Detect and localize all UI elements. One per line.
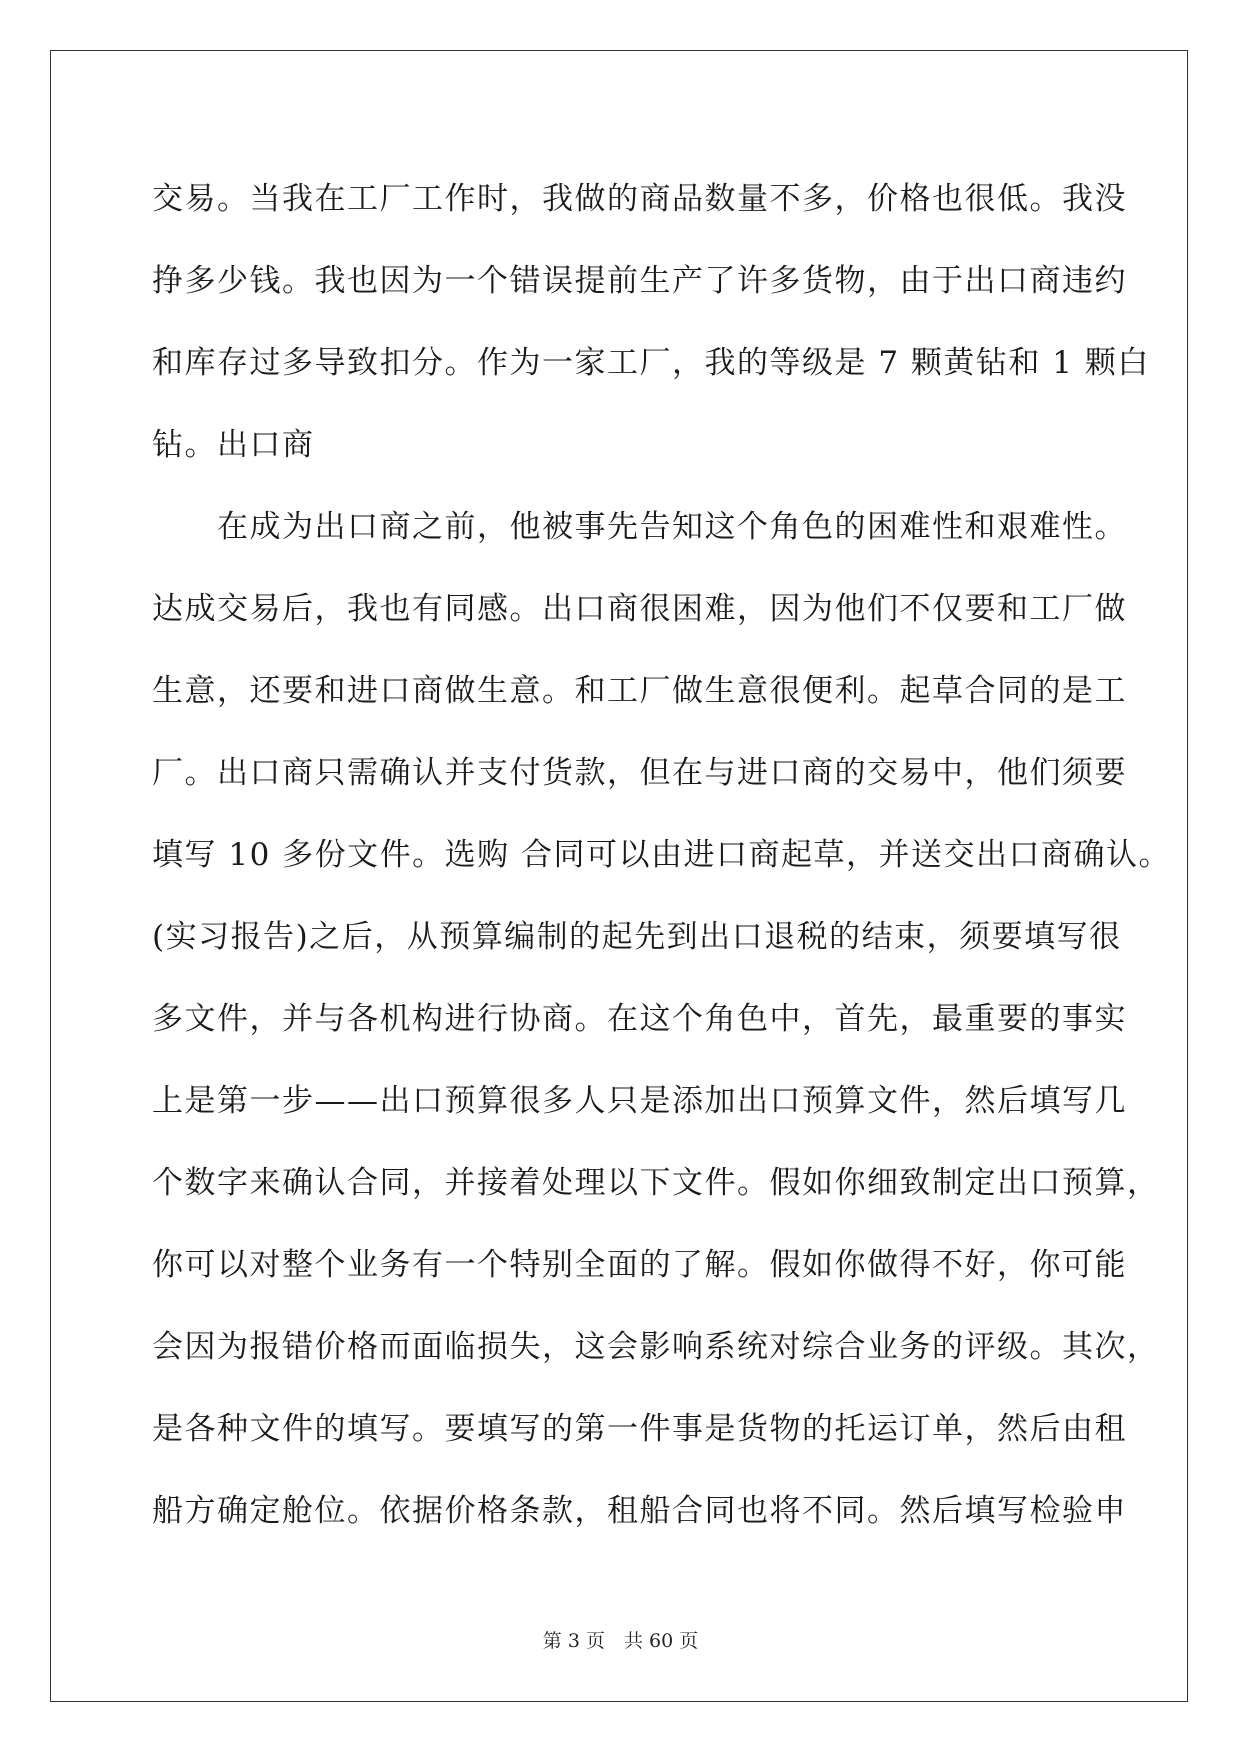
text-line: 填写 10 多份文件。选购 合同可以由进口商起草，并送交出口商确认。 [152, 837, 1172, 873]
text-line: 交易。当我在工厂工作时，我做的商品数量不多，价格也很低。我没 [152, 181, 1127, 217]
text-line: 生意，还要和进口商做生意。和工厂做生意很便利。起草合同的是工 [152, 673, 1127, 709]
text-line: 会因为报错价格而面临损失，这会影响系统对综合业务的评级。其次， [152, 1329, 1160, 1365]
text-line: 挣多少钱。我也因为一个错误提前生产了许多货物，由于出口商违约 [152, 263, 1127, 299]
document-body [152, 158, 1172, 1552]
text-line: 在成为出口商之前，他被事先告知这个角色的困难性和艰难性。 [152, 509, 1127, 545]
text-line: 船方确定舱位。依据价格条款，租船合同也将不同。然后填写检验申 [152, 1493, 1127, 1529]
text-line: 厂。出口商只需确认并支付货款，但在与进口商的交易中，他们须要 [152, 755, 1127, 791]
text-line: 上是第一步——出口预算很多人只是添加出口预算文件，然后填写几 [152, 1083, 1127, 1119]
text-line: 达成交易后，我也有同感。出口商很困难，因为他们不仅要和工厂做 [152, 591, 1127, 627]
text-line: 多文件，并与各机构进行协商。在这个角色中，首先，最重要的事实 [152, 1001, 1127, 1037]
text-line: 钻。出口商 [152, 427, 315, 463]
text-line: 个数字来确认合同，并接着处理以下文件。假如你细致制定出口预算， [152, 1165, 1160, 1201]
text-line: (实习报告)之后，从预算编制的起先到出口退税的结束，须要填写很 [152, 919, 1122, 955]
text-line: 和库存过多导致扣分。作为一家工厂，我的等级是 7 颗黄钻和 1 颗白 [152, 345, 1150, 381]
page-number-footer: 第 3 页 共 60 页 [542, 1630, 699, 1652]
text-line: 你可以对整个业务有一个特别全面的了解。假如你做得不好，你可能 [152, 1247, 1127, 1283]
text-line: 是各种文件的填写。要填写的第一件事是货物的托运订单，然后由租 [152, 1411, 1127, 1447]
